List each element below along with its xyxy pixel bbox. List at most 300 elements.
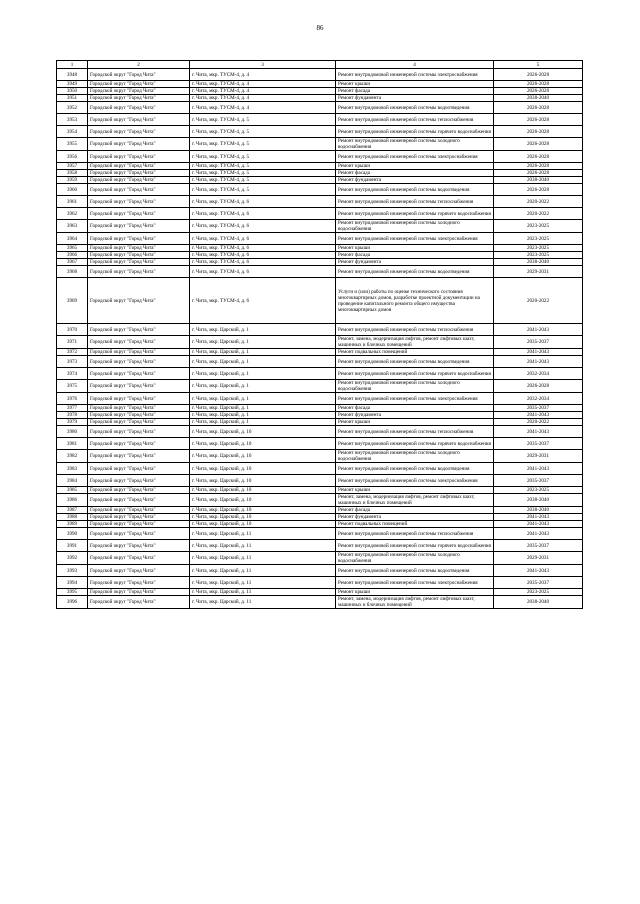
row-number-cell: 3962 (57, 208, 88, 220)
work-type-cell: Ремонт крыши (336, 81, 494, 88)
period-cell: 2032-2034 (494, 368, 583, 380)
period-cell: 2023-2025 (494, 487, 583, 494)
address-cell: г. Чита, мкр. Царский, д. 1 (190, 356, 336, 368)
period-cell: 2035-2037 (494, 540, 583, 552)
period-cell: 2038-2040 (494, 177, 583, 184)
address-cell: г. Чита, мкр. ТУСМ-4, д. 6 (190, 233, 336, 245)
period-cell: 2020-2022 (494, 208, 583, 220)
period-cell: 2038-2040 (494, 596, 583, 609)
work-type-cell: Ремонт внутридомовой инженерной системы теплоснабжения (336, 114, 494, 126)
row-number-cell: 3984 (57, 475, 88, 487)
work-type-cell: Ремонт фундамента (336, 514, 494, 521)
address-cell: г. Чита, мкр. ТУСМ-4, д. 6 (190, 278, 336, 324)
municipality-cell: Городской округ "Город Чита" (88, 126, 190, 138)
address-cell: г. Чита, мкр. Царский, д. 1 (190, 349, 336, 356)
address-cell: г. Чита, мкр. Царский, д. 1 (190, 368, 336, 380)
work-type-cell: Ремонт внутридомовой инженерной системы водоотведения (336, 266, 494, 278)
work-type-cell: Ремонт внутридомовой инженерной системы электроснабжения (336, 475, 494, 487)
municipality-cell: Городской округ "Город Чита" (88, 356, 190, 368)
municipality-cell: Городской округ "Город Чита" (88, 324, 190, 336)
column-header: 4 (336, 61, 494, 69)
municipality-cell: Городской округ "Город Чита" (88, 151, 190, 163)
work-type-cell: Ремонт фундамента (336, 412, 494, 419)
work-type-cell: Ремонт подвальных помещений (336, 349, 494, 356)
municipality-cell: Городской округ "Город Чита" (88, 426, 190, 438)
address-cell: г. Чита, мкр. ТУСМ-4, д. 5 (190, 170, 336, 177)
municipality-cell: Городской округ "Город Чита" (88, 95, 190, 102)
work-type-cell: Ремонт внутридомовой инженерной системы электроснабжения (336, 69, 494, 81)
work-type-cell: Ремонт внутридомовой инженерной системы теплоснабжения (336, 196, 494, 208)
municipality-cell: Городской округ "Город Чита" (88, 278, 190, 324)
municipality-cell: Городской округ "Город Чита" (88, 380, 190, 393)
row-number-cell: 3970 (57, 324, 88, 336)
work-type-cell: Ремонт внутридомовой инженерной системы теплоснабжения (336, 426, 494, 438)
address-cell: г. Чита, мкр. Царский, д. 10 (190, 487, 336, 494)
address-cell: г. Чита, мкр. Царский, д. 1 (190, 412, 336, 419)
row-number-cell: 3950 (57, 88, 88, 95)
period-cell: 2032-2034 (494, 393, 583, 405)
municipality-cell: Городской округ "Город Чита" (88, 163, 190, 170)
table-row (57, 577, 583, 589)
work-type-cell: Ремонт внутридомовой инженерной системы теплоснабжения (336, 324, 494, 336)
address-cell: г. Чита, мкр. ТУСМ-4, д. 6 (190, 252, 336, 259)
period-cell: 2023-2025 (494, 245, 583, 252)
address-cell: г. Чита, мкр. ТУСМ-4, д. 6 (190, 220, 336, 233)
table-row (57, 324, 583, 336)
row-number-cell: 3983 (57, 463, 88, 475)
period-cell: 2026-2028 (494, 81, 583, 88)
address-cell: г. Чита, мкр. Царский, д. 1 (190, 405, 336, 412)
row-number-cell: 3994 (57, 577, 88, 589)
row-number-cell: 3981 (57, 438, 88, 450)
row-number-cell: 3991 (57, 540, 88, 552)
table-row (57, 475, 583, 487)
work-type-cell: Ремонт крыши (336, 245, 494, 252)
work-type-cell: Ремонт внутридомовой инженерной системы холодного водоснабжения (336, 552, 494, 565)
period-cell: 2029-2031 (494, 552, 583, 565)
period-cell: 2026-2028 (494, 170, 583, 177)
work-type-cell: Ремонт внутридомовой инженерной системы электроснабжения (336, 577, 494, 589)
address-cell: г. Чита, мкр. ТУСМ-4, д. 4 (190, 95, 336, 102)
municipality-cell: Городской округ "Город Чита" (88, 438, 190, 450)
address-cell: г. Чита, мкр. ТУСМ-4, д. 5 (190, 114, 336, 126)
table-row (57, 102, 583, 114)
row-number-cell: 3949 (57, 81, 88, 88)
row-number-cell: 3987 (57, 507, 88, 514)
municipality-cell: Городской округ "Город Чита" (88, 514, 190, 521)
table-row (57, 540, 583, 552)
work-type-cell: Ремонт фасада (336, 170, 494, 177)
table-row (57, 138, 583, 151)
row-number-cell: 3953 (57, 114, 88, 126)
work-type-cell: Ремонт внутридомовой инженерной системы водоотведения (336, 184, 494, 196)
period-cell: 2041-2043 (494, 324, 583, 336)
table-row (57, 220, 583, 233)
municipality-cell: Городской округ "Город Чита" (88, 463, 190, 475)
row-number-cell: 3989 (57, 521, 88, 528)
table-row (57, 393, 583, 405)
period-cell: 2020-2022 (494, 419, 583, 426)
municipality-cell: Городской округ "Город Чита" (88, 507, 190, 514)
address-cell: г. Чита, мкр. Царский, д. 10 (190, 450, 336, 463)
municipality-cell: Городской округ "Город Чита" (88, 450, 190, 463)
municipality-cell: Городской округ "Город Чита" (88, 69, 190, 81)
period-cell: 2020-2022 (494, 278, 583, 324)
table-row (57, 426, 583, 438)
row-number-cell: 3980 (57, 426, 88, 438)
row-number-cell: 3969 (57, 278, 88, 324)
table-row (57, 266, 583, 278)
table-row (57, 184, 583, 196)
period-cell: 2020-2022 (494, 196, 583, 208)
table-row (57, 412, 583, 419)
row-number-cell: 3986 (57, 494, 88, 507)
address-cell: г. Чита, мкр. ТУСМ-4, д. 4 (190, 69, 336, 81)
work-type-cell: Ремонт внутридомовой инженерной системы теплоснабжения (336, 528, 494, 540)
row-number-cell: 3948 (57, 69, 88, 81)
row-number-cell: 3993 (57, 565, 88, 577)
address-cell: г. Чита, мкр. Царский, д. 11 (190, 552, 336, 565)
work-type-cell: Ремонт внутридомовой инженерной системы горячего водоснабжения (336, 368, 494, 380)
row-number-cell: 3974 (57, 368, 88, 380)
period-cell: 2026-2028 (494, 184, 583, 196)
row-number-cell: 3959 (57, 177, 88, 184)
row-number-cell: 3992 (57, 552, 88, 565)
municipality-cell: Городской округ "Город Чита" (88, 487, 190, 494)
work-type-cell: Ремонт крыши (336, 487, 494, 494)
municipality-cell: Городской округ "Город Чита" (88, 114, 190, 126)
period-cell: 2038-2040 (494, 507, 583, 514)
table-row (57, 349, 583, 356)
municipality-cell: Городской округ "Город Чита" (88, 528, 190, 540)
address-cell: г. Чита, мкр. ТУСМ-4, д. 4 (190, 81, 336, 88)
row-number-cell: 3996 (57, 596, 88, 609)
table-row (57, 514, 583, 521)
address-cell: г. Чита, мкр. ТУСМ-4, д. 6 (190, 245, 336, 252)
work-type-cell: Ремонт крыши (336, 419, 494, 426)
period-cell: 2026-2028 (494, 114, 583, 126)
municipality-cell: Городской округ "Город Чита" (88, 88, 190, 95)
table-row (57, 69, 583, 81)
work-type-cell: Ремонт подвальных помещений (336, 521, 494, 528)
address-cell: г. Чита, мкр. Царский, д. 10 (190, 521, 336, 528)
table-row (57, 596, 583, 609)
work-type-cell: Ремонт крыши (336, 163, 494, 170)
address-cell: г. Чита, мкр. Царский, д. 11 (190, 528, 336, 540)
work-type-cell: Ремонт внутридомовой инженерной системы электроснабжения (336, 393, 494, 405)
row-number-cell: 3963 (57, 220, 88, 233)
municipality-cell: Городской округ "Город Чита" (88, 177, 190, 184)
period-cell: 2026-2028 (494, 126, 583, 138)
address-cell: г. Чита, мкр. Царский, д. 10 (190, 463, 336, 475)
row-number-cell: 3968 (57, 266, 88, 278)
address-cell: г. Чита, мкр. ТУСМ-4, д. 6 (190, 208, 336, 220)
work-type-cell: Ремонт фундамента (336, 259, 494, 266)
period-cell: 2038-2040 (494, 259, 583, 266)
row-number-cell: 3972 (57, 349, 88, 356)
municipality-cell: Городской округ "Город Чита" (88, 405, 190, 412)
capital-repair-table (56, 60, 583, 609)
address-cell: г. Чита, мкр. ТУСМ-4, д. 5 (190, 126, 336, 138)
municipality-cell: Городской округ "Город Чита" (88, 233, 190, 245)
municipality-cell: Городской округ "Город Чита" (88, 565, 190, 577)
work-type-cell: Ремонт фундамента (336, 177, 494, 184)
column-header: 5 (494, 61, 583, 69)
work-type-cell: Ремонт фундамента (336, 95, 494, 102)
address-cell: г. Чита, мкр. ТУСМ-4, д. 5 (190, 184, 336, 196)
work-type-cell: Ремонт внутридомовой инженерной системы водоотведения (336, 463, 494, 475)
work-type-cell: Ремонт крыши (336, 589, 494, 596)
table-row (57, 565, 583, 577)
table-row (57, 163, 583, 170)
address-cell: г. Чита, мкр. Царский, д. 10 (190, 494, 336, 507)
period-cell: 2041-2043 (494, 521, 583, 528)
table-row (57, 88, 583, 95)
work-type-cell: Ремонт, замена, модернизация лифтов, ремонт лифтовых шахт, машинных и блочных помещений (336, 336, 494, 349)
table-row (57, 487, 583, 494)
municipality-cell: Городской округ "Город Чита" (88, 208, 190, 220)
table-row (57, 405, 583, 412)
row-number-cell: 3995 (57, 589, 88, 596)
table-row (57, 368, 583, 380)
row-number-cell: 3976 (57, 393, 88, 405)
address-cell: г. Чита, мкр. Царский, д. 1 (190, 380, 336, 393)
municipality-cell: Городской округ "Город Чита" (88, 220, 190, 233)
address-cell: г. Чита, мкр. Царский, д. 1 (190, 419, 336, 426)
row-number-cell: 3978 (57, 412, 88, 419)
period-cell: 2035-2037 (494, 577, 583, 589)
municipality-cell: Городской округ "Город Чита" (88, 589, 190, 596)
table-row (57, 450, 583, 463)
municipality-cell: Городской округ "Город Чита" (88, 196, 190, 208)
table-row (57, 380, 583, 393)
column-header: 1 (57, 61, 88, 69)
work-type-cell: Ремонт, замена, модернизация лифтов, ремонт лифтовых шахт, машинных и блочных помещений (336, 596, 494, 609)
table-row (57, 419, 583, 426)
address-cell: г. Чита, мкр. ТУСМ-4, д. 6 (190, 259, 336, 266)
row-number-cell: 3952 (57, 102, 88, 114)
municipality-cell: Городской округ "Город Чита" (88, 494, 190, 507)
address-cell: г. Чита, мкр. ТУСМ-4, д. 5 (190, 177, 336, 184)
period-cell: 2041-2043 (494, 565, 583, 577)
table-row (57, 95, 583, 102)
work-type-cell: Ремонт внутридомовой инженерной системы водоотведения (336, 356, 494, 368)
row-number-cell: 3982 (57, 450, 88, 463)
table-row (57, 114, 583, 126)
row-number-cell: 3975 (57, 380, 88, 393)
period-cell: 2038-2040 (494, 494, 583, 507)
municipality-cell: Городской округ "Город Чита" (88, 475, 190, 487)
address-cell: г. Чита, мкр. Царский, д. 1 (190, 324, 336, 336)
municipality-cell: Городской округ "Город Чита" (88, 170, 190, 177)
address-cell: г. Чита, мкр. ТУСМ-4, д. 4 (190, 102, 336, 114)
period-cell: 2026-2028 (494, 151, 583, 163)
period-cell: 2026-2028 (494, 69, 583, 81)
work-type-cell: Ремонт внутридомовой инженерной системы холодного водоснабжения (336, 380, 494, 393)
row-number-cell: 3967 (57, 259, 88, 266)
page-number: 86 (316, 24, 324, 32)
period-cell: 2041-2043 (494, 528, 583, 540)
table-row (57, 196, 583, 208)
address-cell: г. Чита, мкр. Царский, д. 10 (190, 438, 336, 450)
municipality-cell: Городской округ "Город Чита" (88, 419, 190, 426)
period-cell: 2038-2040 (494, 95, 583, 102)
work-type-cell: Ремонт внутридомовой инженерной системы электроснабжения (336, 233, 494, 245)
municipality-cell: Городской округ "Город Чита" (88, 336, 190, 349)
table-row (57, 170, 583, 177)
period-cell: 2026-2028 (494, 163, 583, 170)
address-cell: г. Чита, мкр. Царский, д. 11 (190, 577, 336, 589)
municipality-cell: Городской округ "Город Чита" (88, 81, 190, 88)
period-cell: 2041-2043 (494, 412, 583, 419)
row-number-cell: 3977 (57, 405, 88, 412)
table-row (57, 81, 583, 88)
municipality-cell: Городской округ "Город Чита" (88, 266, 190, 278)
table-row (57, 356, 583, 368)
address-cell: г. Чита, мкр. ТУСМ-4, д. 5 (190, 163, 336, 170)
row-number-cell: 3965 (57, 245, 88, 252)
row-number-cell: 3990 (57, 528, 88, 540)
period-cell: 2023-2025 (494, 220, 583, 233)
period-cell: 2041-2043 (494, 356, 583, 368)
period-cell: 2035-2037 (494, 475, 583, 487)
table-row (57, 336, 583, 349)
municipality-cell: Городской округ "Город Чита" (88, 102, 190, 114)
work-type-cell: Ремонт фасада (336, 507, 494, 514)
municipality-cell: Городской округ "Город Чита" (88, 521, 190, 528)
municipality-cell: Городской округ "Город Чита" (88, 368, 190, 380)
work-type-cell: Ремонт внутридомовой инженерной системы электроснабжения (336, 151, 494, 163)
row-number-cell: 3985 (57, 487, 88, 494)
table-row (57, 494, 583, 507)
row-number-cell: 3988 (57, 514, 88, 521)
period-cell: 2035-2037 (494, 405, 583, 412)
row-number-cell: 3964 (57, 233, 88, 245)
period-cell: 2041-2043 (494, 514, 583, 521)
work-type-cell: Ремонт внутридомовой инженерной системы горячего водоснабжения (336, 126, 494, 138)
address-cell: г. Чита, мкр. Царский, д. 11 (190, 589, 336, 596)
table-row (57, 252, 583, 259)
municipality-cell: Городской округ "Город Чита" (88, 138, 190, 151)
period-cell: 2041-2043 (494, 349, 583, 356)
address-cell: г. Чита, мкр. Царский, д. 11 (190, 540, 336, 552)
table-row (57, 233, 583, 245)
work-type-cell: Ремонт фасада (336, 405, 494, 412)
municipality-cell: Городской округ "Город Чита" (88, 596, 190, 609)
table-header-row (57, 61, 583, 69)
table-row (57, 552, 583, 565)
table-row (57, 463, 583, 475)
address-cell: г. Чита, мкр. ТУСМ-4, д. 6 (190, 266, 336, 278)
table-body (57, 69, 583, 609)
address-cell: г. Чита, мкр. Царский, д. 10 (190, 514, 336, 521)
municipality-cell: Городской округ "Город Чита" (88, 577, 190, 589)
period-cell: 2029-2031 (494, 450, 583, 463)
address-cell: г. Чита, мкр. Царский, д. 10 (190, 426, 336, 438)
work-type-cell: Ремонт внутридомовой инженерной системы горячего водоснабжения (336, 540, 494, 552)
row-number-cell: 3966 (57, 252, 88, 259)
table-row (57, 177, 583, 184)
row-number-cell: 3954 (57, 126, 88, 138)
address-cell: г. Чита, мкр. ТУСМ-4, д. 5 (190, 138, 336, 151)
period-cell: 2026-2028 (494, 138, 583, 151)
table-row (57, 259, 583, 266)
municipality-cell: Городской округ "Город Чита" (88, 412, 190, 419)
municipality-cell: Городской округ "Город Чита" (88, 540, 190, 552)
work-type-cell: Ремонт внутридомовой инженерной системы холодного водоснабжения (336, 220, 494, 233)
work-type-cell: Ремонт фасада (336, 88, 494, 95)
row-number-cell: 3973 (57, 356, 88, 368)
table-row (57, 278, 583, 324)
table-row (57, 438, 583, 450)
row-number-cell: 3955 (57, 138, 88, 151)
address-cell: г. Чита, мкр. ТУСМ-4, д. 4 (190, 88, 336, 95)
work-type-cell: Ремонт внутридомовой инженерной системы холодного водоснабжения (336, 450, 494, 463)
table-row (57, 126, 583, 138)
row-number-cell: 3957 (57, 163, 88, 170)
table-row (57, 507, 583, 514)
row-number-cell: 3971 (57, 336, 88, 349)
table-row (57, 528, 583, 540)
period-cell: 2023-2025 (494, 233, 583, 245)
period-cell: 2041-2043 (494, 463, 583, 475)
address-cell: г. Чита, мкр. ТУСМ-4, д. 5 (190, 151, 336, 163)
table-row (57, 245, 583, 252)
municipality-cell: Городской округ "Город Чита" (88, 393, 190, 405)
work-type-cell: Ремонт внутридомовой инженерной системы горячего водоснабжения (336, 208, 494, 220)
period-cell: 2026-2028 (494, 88, 583, 95)
work-type-cell: Ремонт, замена, модернизация лифтов, ремонт лифтовых шахт, машинных и блочных помещений (336, 494, 494, 507)
work-type-cell: Ремонт внутридомовой инженерной системы горячего водоснабжения (336, 438, 494, 450)
period-cell: 2026-2028 (494, 102, 583, 114)
municipality-cell: Городской округ "Город Чита" (88, 184, 190, 196)
table-row (57, 208, 583, 220)
row-number-cell: 3951 (57, 95, 88, 102)
column-header: 3 (190, 61, 336, 69)
work-type-cell: Ремонт внутридомовой инженерной системы водоотведения (336, 565, 494, 577)
row-number-cell: 3956 (57, 151, 88, 163)
table-row (57, 521, 583, 528)
row-number-cell: 3961 (57, 196, 88, 208)
period-cell: 2041-2043 (494, 426, 583, 438)
row-number-cell: 3979 (57, 419, 88, 426)
period-cell: 2035-2037 (494, 438, 583, 450)
row-number-cell: 3960 (57, 184, 88, 196)
municipality-cell: Городской округ "Город Чита" (88, 349, 190, 356)
municipality-cell: Городской округ "Город Чита" (88, 552, 190, 565)
address-cell: г. Чита, мкр. Царский, д. 1 (190, 393, 336, 405)
column-header: 2 (88, 61, 190, 69)
period-cell: 2023-2025 (494, 252, 583, 259)
table-row (57, 589, 583, 596)
work-type-cell: Ремонт фасада (336, 252, 494, 259)
address-cell: г. Чита, мкр. Царский, д. 11 (190, 565, 336, 577)
municipality-cell: Городской округ "Город Чита" (88, 252, 190, 259)
period-cell: 2029-2031 (494, 266, 583, 278)
address-cell: г. Чита, мкр. Царский, д. 11 (190, 596, 336, 609)
work-type-cell: Ремонт внутридомовой инженерной системы водоотведения (336, 102, 494, 114)
row-number-cell: 3958 (57, 170, 88, 177)
municipality-cell: Городской округ "Город Чита" (88, 259, 190, 266)
address-cell: г. Чита, мкр. Царский, д. 10 (190, 475, 336, 487)
table-row (57, 151, 583, 163)
period-cell: 2026-2028 (494, 380, 583, 393)
work-type-cell: Ремонт внутридомовой инженерной системы холодного водоснабжения (336, 138, 494, 151)
period-cell: 2023-2025 (494, 589, 583, 596)
work-type-cell: Услуги и (или) работы по оценке технического состояния многоквартирных домов, разработке проектной документации на проведение капитального ремонта общего имущества многоквартирных домов (336, 278, 494, 324)
municipality-cell: Городской округ "Город Чита" (88, 245, 190, 252)
address-cell: г. Чита, мкр. Царский, д. 10 (190, 507, 336, 514)
